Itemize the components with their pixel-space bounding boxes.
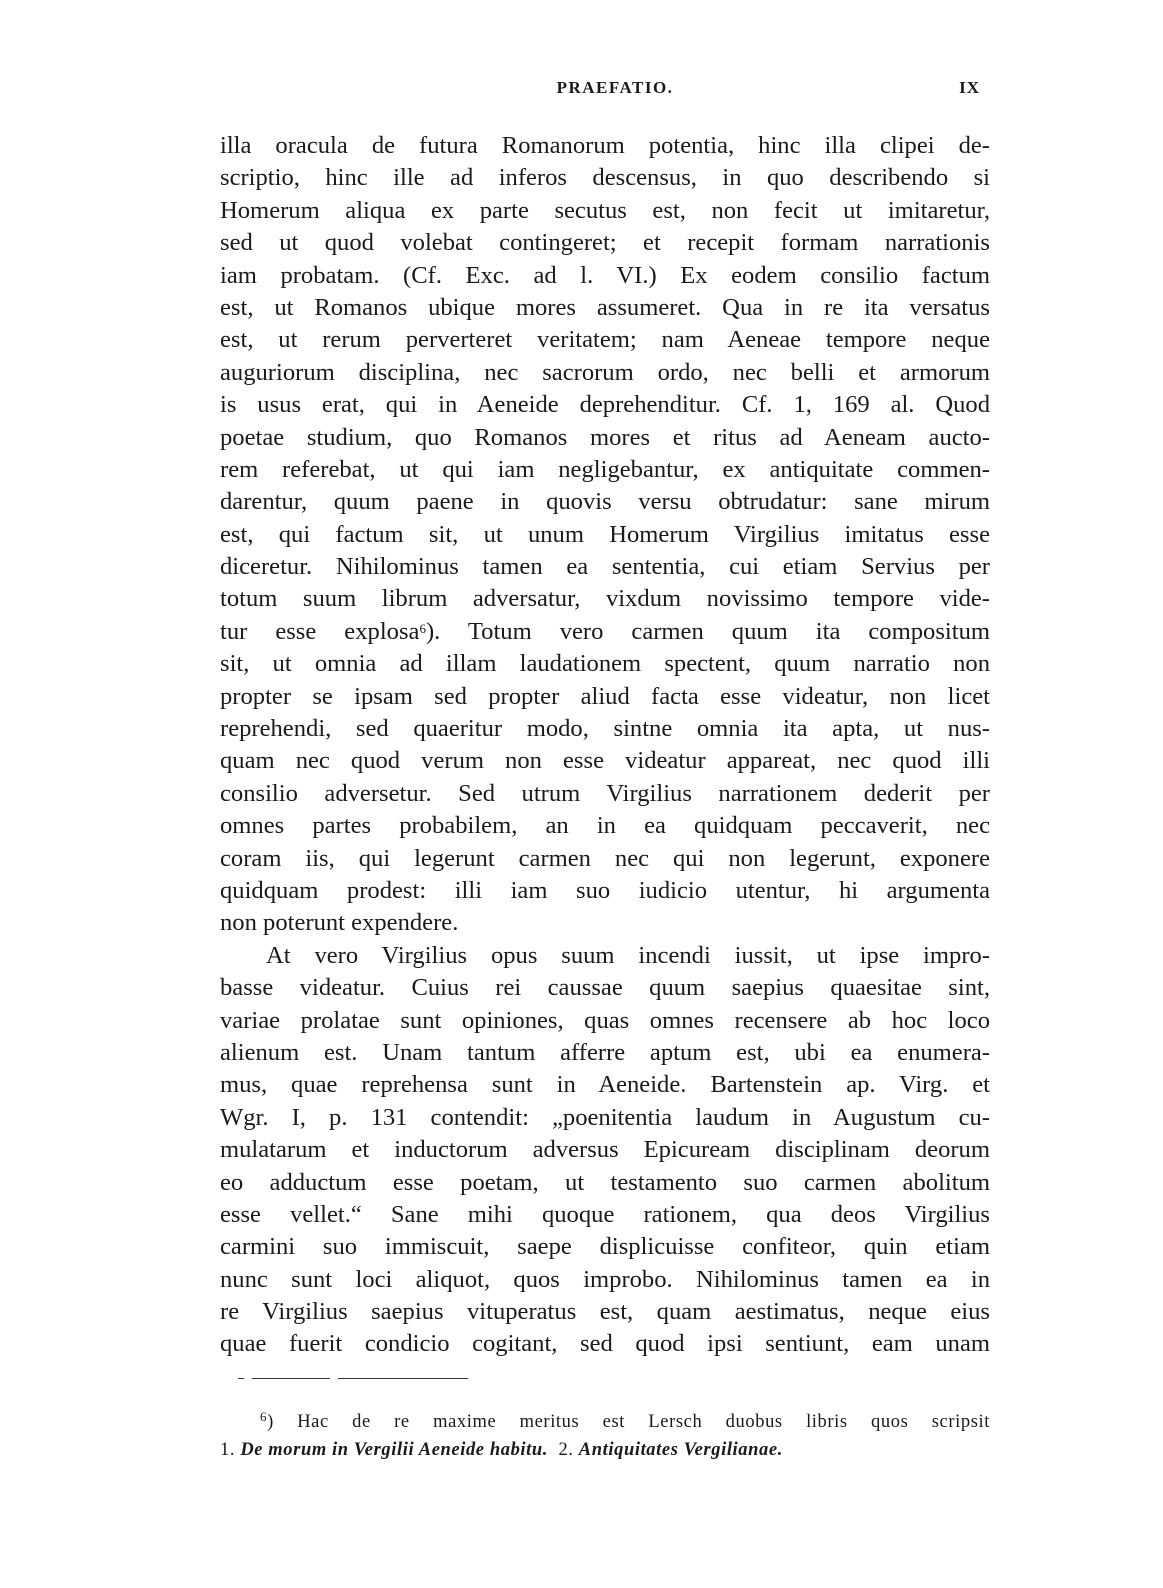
- text-line: iam probatam. (Cf. Exc. ad l. VI.) Ex eodem consilio factum: [220, 261, 990, 289]
- footnote-title: Antiquitates Vergilianae.: [578, 1440, 783, 1460]
- text-line: est, ut Romanos ubique mores assumeret. Qua in re ita versatus: [220, 293, 990, 321]
- text-line: nunc sunt loci aliquot, quos improbo. Nihilominus tamen ea in: [220, 1265, 990, 1293]
- text-line: omnes partes probabilem, an in ea quidquam peccaverit, nec: [220, 812, 990, 840]
- text-line: variae prolatae sunt opiniones, quas omnes recensere ab hoc loco: [220, 1006, 990, 1034]
- text-line: darentur, quum paene in quovis versu obtrudatur: sane mirum: [220, 488, 990, 516]
- text-line: sed ut quod volebat contingeret; et recepit formam narrationis: [220, 229, 990, 257]
- footnote-title: De morum in Vergilii Aeneide habitu.: [240, 1440, 549, 1460]
- footnote-line: [220, 1436, 990, 1464]
- main-text: [220, 130, 990, 1361]
- text-line: poetae studium, quo Romanos mores et ritus ad Aeneam aucto-: [220, 423, 990, 451]
- text-line: reprehendi, sed quaeritur modo, sintne omnia ita apta, ut nus-: [220, 715, 990, 743]
- text-line: mus, quae reprehensa sunt in Aeneide. Bartenstein ap. Virg. et: [220, 1071, 990, 1099]
- text-line: Wgr. I, p. 131 contendit: „poenitentia laudum in Augustum cu-: [220, 1103, 990, 1131]
- text-line: carmini suo immiscuit, saepe displicuisse confiteor, quin etiam: [220, 1233, 990, 1261]
- text-line: Homerum aliqua ex parte secutus est, non fecit ut imitaretur,: [220, 196, 990, 224]
- footnote-rule: [238, 1378, 468, 1390]
- text-line: totum suum librum adversatur, vixdum novissimo tempore vide-: [220, 585, 990, 613]
- text-line: quae fuerit condicio cogitant, sed quod ipsi sentiunt, eam unam: [220, 1330, 990, 1358]
- text-line: quidquam prodest: illi iam suo iudicio utentur, hi argumenta: [220, 876, 990, 904]
- text-line: propter se ipsam sed propter aliud facta esse videatur, non licet: [220, 682, 990, 710]
- footnote-number: 2.: [558, 1440, 574, 1460]
- text-line-with-footnote-ref: [220, 616, 990, 648]
- text-line: auguriorum disciplina, nec sacrorum ordo, nec belli et armorum: [220, 358, 990, 386]
- footnote: [220, 1408, 990, 1464]
- line-tail: ). Totum vero carmen quum ita compositum: [425, 617, 990, 645]
- text-line: esse vellet.“ Sane mihi quoque rationem, qua deos Virgilius: [220, 1200, 990, 1228]
- text-line: rem referebat, ut qui iam negligebantur, ex antiquitate commen-: [220, 455, 990, 483]
- paragraph-start-line: At vero Virgilius opus suum incendi iussit, ut ipse impro-: [266, 941, 990, 969]
- text-line: est, ut rerum perverteret veritatem; nam Aeneae tempore neque: [220, 326, 990, 354]
- text-line: sit, ut omnia ad illam laudationem spectent, quum narratio non: [220, 650, 990, 678]
- text-line: diceretur. Nihilominus tamen ea sententia, cui etiam Servius per: [220, 553, 990, 581]
- line-head: tur esse explosa: [220, 617, 420, 645]
- footnote-number: 1.: [220, 1440, 236, 1460]
- text-line: scriptio, hinc ille ad inferos descensus, in quo describendo si: [220, 164, 990, 192]
- running-head: [220, 78, 990, 108]
- footnote-text: ) Hac de re maxime meritus est Lersch duobus libris quos scripsit: [267, 1412, 990, 1432]
- page-number: IX: [959, 78, 980, 97]
- text-line: eo adductum esse poetam, ut testamento suo carmen abolitum: [220, 1168, 990, 1196]
- text-line: coram iis, qui legerunt carmen nec qui non legerunt, exponere: [220, 844, 990, 872]
- text-line: illa oracula de futura Romanorum potentia, hinc illa clipei de-: [220, 132, 990, 159]
- text-line: quam nec quod verum non esse videatur appareat, nec quod illi: [220, 747, 990, 775]
- running-title: PRAEFATIO.: [556, 78, 674, 97]
- footnote-marker: 6: [260, 1409, 268, 1424]
- text-line: re Virgilius saepius vituperatus est, quam aestimatus, neque eius: [220, 1298, 990, 1326]
- text-line: mulatarum et inductorum adversus Epicuream disciplinam deorum: [220, 1136, 990, 1164]
- text-line: non poterunt expendere.: [220, 909, 459, 937]
- text-line: alienum est. Unam tantum afferre aptum est, ubi ea enumera-: [220, 1038, 990, 1066]
- text-line: est, qui factum sit, ut unum Homerum Virgilius imitatus esse: [220, 520, 990, 548]
- text-line: consilio adversetur. Sed utrum Virgilius narrationem dederit per: [220, 779, 990, 807]
- footnote-ref[interactable]: 6: [419, 620, 426, 636]
- text-line: is usus erat, qui in Aeneide deprehenditur. Cf. 1, 169 al. Quod: [220, 391, 990, 419]
- text-line: basse videatur. Cuius rei caussae quum saepius quaesitae sint,: [220, 974, 990, 1002]
- footnote-line: [220, 1408, 990, 1436]
